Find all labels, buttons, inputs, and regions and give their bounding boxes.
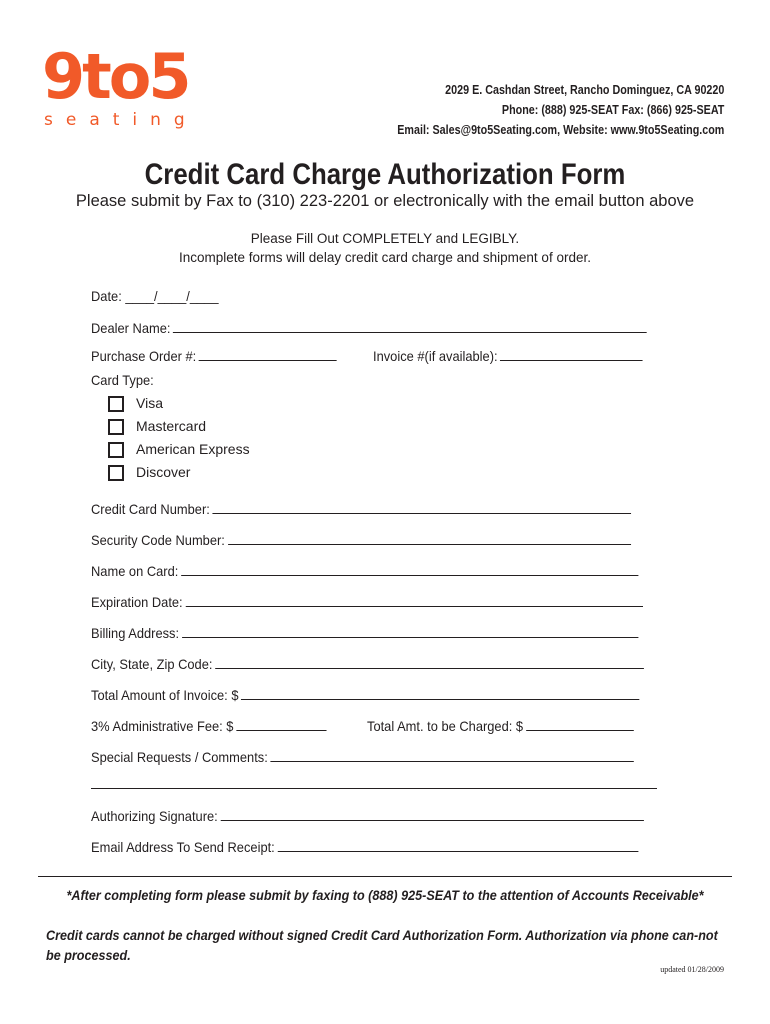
instruction-note-2: Incomplete forms will delay credit card charge and shipment of order. — [179, 250, 591, 265]
card-number-field[interactable] — [91, 499, 631, 517]
email-receipt-line[interactable] — [278, 837, 639, 852]
card-type-label: Card Type: — [91, 372, 154, 388]
city-state-zip-line[interactable] — [215, 654, 644, 669]
billing-address-line[interactable] — [182, 623, 638, 638]
mastercard-label: Mastercard — [136, 418, 207, 434]
expiration-date-field[interactable] — [91, 592, 643, 610]
expiration-date-label: Expiration Date: — [91, 594, 183, 610]
special-requests-line[interactable] — [271, 747, 634, 762]
special-requests-label: Special Requests / Comments: — [91, 749, 268, 765]
logo-subtitle: seating — [44, 110, 198, 130]
billing-address-label: Billing Address: — [91, 625, 180, 641]
security-code-field[interactable] — [91, 530, 631, 548]
company-address: 2029 E. Cashdan Street, Rancho Dominguez, CA 90220 — [444, 83, 724, 97]
expiration-date-line[interactable] — [185, 592, 642, 607]
card-number-label: Credit Card Number: — [91, 501, 210, 517]
city-state-zip-label: City, State, Zip Code: — [91, 656, 213, 672]
invoice-line[interactable] — [500, 346, 643, 361]
footer-warning: Credit cards cannot be charged without signed Credit Card Authorization Form. Authorization via phone can-not be processed. — [46, 927, 718, 963]
total-invoice-line[interactable] — [241, 685, 639, 700]
card-number-line[interactable] — [213, 499, 632, 514]
total-invoice-label: Total Amount of Invoice: $ — [91, 687, 239, 703]
date-field[interactable] — [91, 288, 218, 304]
total-charged-label: Total Amt. to be Charged: $ — [367, 718, 524, 734]
city-state-zip-field[interactable] — [91, 654, 644, 672]
company-logo — [42, 40, 212, 136]
discover-label: Discover — [136, 464, 191, 480]
admin-fee-line[interactable] — [236, 716, 326, 731]
form-title: Credit Card Charge Authorization Form — [144, 158, 626, 191]
signature-field[interactable] — [91, 806, 644, 824]
dealer-name-line[interactable] — [173, 318, 647, 333]
security-code-line[interactable] — [228, 530, 631, 545]
american-express-checkbox[interactable] — [108, 442, 124, 458]
purchase-order-line[interactable] — [199, 346, 337, 361]
instruction-note-1: Please Fill Out COMPLETELY and LEGIBLY. — [250, 231, 520, 246]
date-label: Date: ____/____/____ — [91, 288, 219, 304]
name-on-card-line[interactable] — [181, 561, 638, 576]
special-requests-line-2[interactable] — [91, 788, 657, 789]
invoice-label: Invoice #(if available): — [373, 348, 498, 364]
company-email: Email: Sales@9to5Seating.com, Website: www.9to5Seating.com — [396, 123, 724, 137]
name-on-card-label: Name on Card: — [91, 563, 179, 579]
email-receipt-field[interactable] — [91, 837, 638, 855]
updated-date: updated 01/28/2009 — [660, 965, 724, 974]
discover-checkbox[interactable] — [108, 465, 124, 481]
signature-line[interactable] — [221, 806, 644, 821]
dealer-name-label: Dealer Name: — [91, 320, 171, 336]
special-requests-field[interactable] — [91, 747, 634, 765]
american-express-label: American Express — [136, 441, 250, 457]
footer-divider — [38, 876, 732, 877]
total-invoice-field[interactable] — [91, 685, 640, 703]
visa-checkbox[interactable] — [108, 396, 124, 412]
invoice-field[interactable] — [373, 346, 643, 364]
company-phone: Phone: (888) 925-SEAT Fax: (866) 925-SEAT — [501, 103, 724, 117]
total-charged-field[interactable] — [367, 716, 633, 734]
purchase-order-field[interactable] — [91, 346, 337, 364]
visa-label: Visa — [136, 395, 163, 411]
purchase-order-label: Purchase Order #: — [91, 348, 197, 364]
billing-address-field[interactable] — [91, 623, 638, 641]
form-subtitle: Please submit by Fax to (310) 223-2201 or electronically with the email button above — [75, 192, 695, 210]
admin-fee-field[interactable] — [91, 716, 326, 734]
signature-label: Authorizing Signature: — [91, 808, 218, 824]
dealer-name-field[interactable] — [91, 318, 647, 336]
admin-fee-label: 3% Administrative Fee: $ — [91, 718, 234, 734]
email-receipt-label: Email Address To Send Receipt: — [91, 839, 275, 855]
name-on-card-field[interactable] — [91, 561, 638, 579]
total-charged-line[interactable] — [526, 716, 634, 731]
security-code-label: Security Code Number: — [91, 532, 225, 548]
company-contact — [397, 80, 724, 140]
mastercard-checkbox[interactable] — [108, 419, 124, 435]
logo-mark: 9to5 — [42, 40, 189, 113]
footer-instruction: *After completing form please submit by faxing to (888) 925-SEAT to the attention of Accounts Receivable* — [66, 887, 704, 903]
